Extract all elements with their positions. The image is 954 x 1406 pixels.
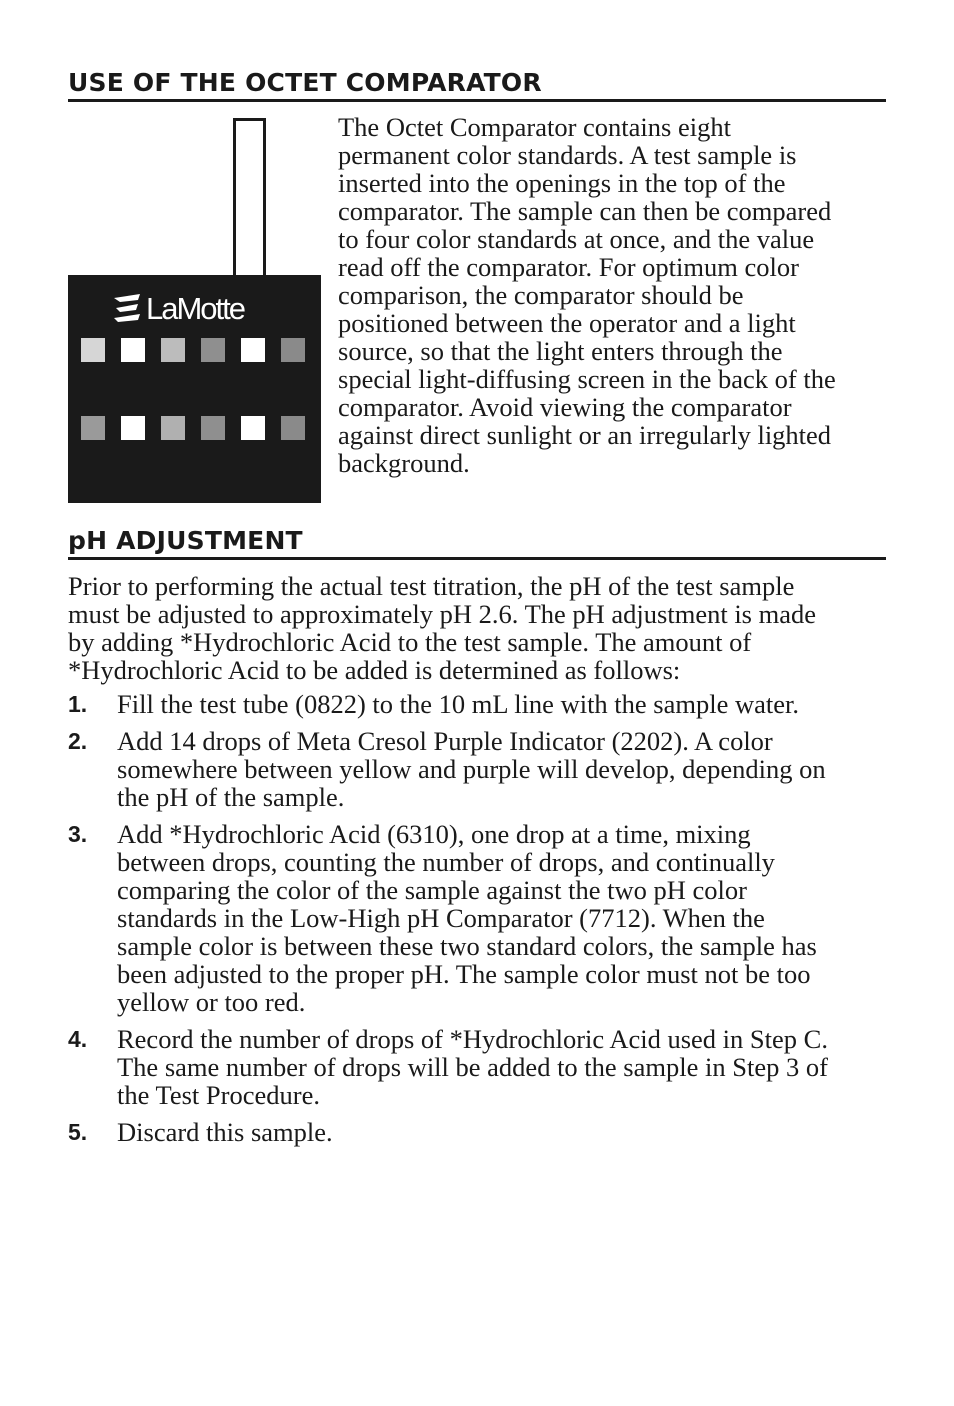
- color-standard-swatch: [201, 416, 225, 440]
- octet-comparator-description: The Octet Comparator contains eight permanent color standards. A test sample is inserted into the openings in the top of the comparator. The sample can then be compared to four color standards at once, and the value read off the comparator. For optimum color comparison, the comparator should be positioned between the operator and a light source, so that the light enters through the special light-diffusing screen in the back of the comparator. Avoid viewing the comparator against direct sunlight or an irregularly lighted background.: [338, 112, 836, 478]
- step-item: [68, 1118, 888, 1146]
- color-standard-swatch: [81, 416, 105, 440]
- step-number: 1.: [68, 691, 88, 717]
- color-standard-swatch: [201, 338, 225, 362]
- octet-comparator-illustration: [68, 118, 321, 503]
- step-number: 2.: [68, 728, 88, 754]
- color-standard-swatch: [241, 338, 265, 362]
- color-standard-swatch: [281, 338, 305, 362]
- color-standard-swatch: [241, 416, 265, 440]
- color-standard-swatch: [161, 338, 185, 362]
- comparator-body: [68, 275, 321, 503]
- logo-text: LaMotte: [146, 291, 245, 326]
- ph-adjustment-intro: Prior to performing the actual test titration, the pH of the test sample must be adjusted to approximately pH 2.6. The pH adjustment is made by adding *Hydrochloric Acid to the test sample. The amount of *Hydrochloric Acid to be added is determined as follows:: [68, 571, 817, 685]
- step-item: [68, 727, 888, 811]
- step-text: Discard this sample.: [117, 1117, 333, 1147]
- step-item: [68, 820, 888, 1016]
- step-number: 3.: [68, 821, 88, 847]
- step-text: Add 14 drops of Meta Cresol Purple Indicator (2202). A color somewhere between yellow and purple will develop, depending on the pH of the sample.: [117, 726, 826, 812]
- step-text: Add *Hydrochloric Acid (6310), one drop at a time, mixing between drops, counting the number of drops, and continually comparing the color of the sample against the two pH color standards in the Low-High pH Comparator (7712). When the sample color is between these two standard colors, the sample has been adjusted to the proper pH. The sample color must not be too yellow or too red.: [117, 819, 817, 1017]
- step-item: [68, 690, 888, 718]
- color-standard-swatch: [81, 338, 105, 362]
- step-item: [68, 1025, 888, 1109]
- step-text: Fill the test tube (0822) to the 10 mL line with the sample water.: [117, 689, 799, 719]
- step-number: 4.: [68, 1026, 88, 1052]
- ph-adjustment-steps: [68, 690, 888, 1155]
- section-heading-ph-adjustment: pH ADJUSTMENT: [68, 526, 886, 560]
- test-tube: [233, 118, 266, 276]
- color-standard-swatch: [121, 338, 145, 362]
- color-standard-swatch: [161, 416, 185, 440]
- lamotte-logo: [112, 289, 282, 329]
- step-text: Record the number of drops of *Hydrochloric Acid used in Step C. The same number of drops will be added to the sample in Step 3 of the Test Procedure.: [117, 1024, 828, 1110]
- lamotte-logo-icon: [112, 292, 144, 328]
- color-standard-swatch: [121, 416, 145, 440]
- step-number: 5.: [68, 1119, 88, 1145]
- color-standard-swatch: [281, 416, 305, 440]
- section-heading-octet-comparator: USE OF THE OCTET COMPARATOR: [68, 68, 886, 102]
